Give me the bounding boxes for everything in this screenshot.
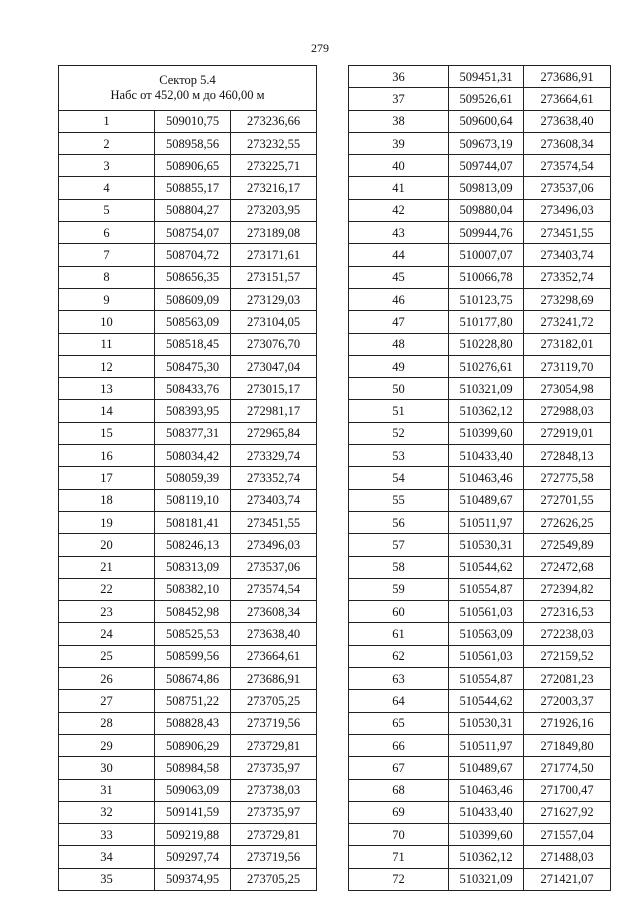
y-coordinate-cell: 272981,17 [231, 400, 317, 422]
table-row [59, 266, 317, 288]
y-coordinate-cell: 272159,52 [524, 645, 611, 667]
x-coordinate-cell: 508377,31 [155, 422, 231, 444]
table-row [59, 668, 317, 690]
table-row [59, 534, 317, 556]
table-row [349, 66, 611, 88]
y-coordinate-cell: 273076,70 [231, 333, 317, 355]
table-row [59, 132, 317, 154]
table-row [59, 645, 317, 667]
table-row [349, 378, 611, 400]
x-coordinate-cell: 509744,07 [449, 155, 524, 177]
x-coordinate-cell: 510321,09 [449, 868, 524, 890]
point-number-cell: 13 [59, 378, 155, 400]
table-row [59, 222, 317, 244]
y-coordinate-cell: 273735,97 [231, 757, 317, 779]
y-coordinate-cell: 273151,57 [231, 266, 317, 288]
x-coordinate-cell: 508906,29 [155, 734, 231, 756]
point-number-cell: 14 [59, 400, 155, 422]
x-coordinate-cell: 510321,09 [449, 378, 524, 400]
point-number-cell: 44 [349, 244, 449, 266]
point-number-cell: 51 [349, 400, 449, 422]
y-coordinate-cell: 273352,74 [524, 266, 611, 288]
point-number-cell: 52 [349, 422, 449, 444]
y-coordinate-cell: 272003,37 [524, 690, 611, 712]
y-coordinate-cell: 272701,55 [524, 489, 611, 511]
y-coordinate-cell: 273119,70 [524, 355, 611, 377]
y-coordinate-cell: 272081,23 [524, 668, 611, 690]
y-coordinate-cell: 273638,40 [524, 110, 611, 132]
y-coordinate-cell: 272965,84 [231, 422, 317, 444]
x-coordinate-cell: 510362,12 [449, 400, 524, 422]
point-number-cell: 1 [59, 110, 155, 132]
point-number-cell: 43 [349, 222, 449, 244]
y-coordinate-cell: 272549,89 [524, 534, 611, 556]
table-row [349, 445, 611, 467]
x-coordinate-cell: 508034,42 [155, 445, 231, 467]
y-coordinate-cell: 273203,95 [231, 199, 317, 221]
point-number-cell: 41 [349, 177, 449, 199]
point-number-cell: 15 [59, 422, 155, 444]
y-coordinate-cell: 271627,92 [524, 801, 611, 823]
y-coordinate-cell: 271849,80 [524, 734, 611, 756]
y-coordinate-cell: 273638,40 [231, 623, 317, 645]
x-coordinate-cell: 510489,67 [449, 757, 524, 779]
x-coordinate-cell: 509944,76 [449, 222, 524, 244]
x-coordinate-cell: 508119,10 [155, 489, 231, 511]
y-coordinate-cell: 273054,98 [524, 378, 611, 400]
x-coordinate-cell: 510554,87 [449, 578, 524, 600]
y-coordinate-cell: 273015,17 [231, 378, 317, 400]
x-coordinate-cell: 510554,87 [449, 668, 524, 690]
x-coordinate-cell: 509141,59 [155, 801, 231, 823]
y-coordinate-cell: 272775,58 [524, 467, 611, 489]
table-row [59, 378, 317, 400]
table-row [59, 244, 317, 266]
y-coordinate-cell: 273216,17 [231, 177, 317, 199]
table-row [349, 712, 611, 734]
y-coordinate-cell: 273496,03 [231, 534, 317, 556]
table-row [349, 177, 611, 199]
table-row [349, 222, 611, 244]
table-row [59, 511, 317, 533]
y-coordinate-cell: 273403,74 [524, 244, 611, 266]
point-number-cell: 37 [349, 88, 449, 110]
point-number-cell: 11 [59, 333, 155, 355]
y-coordinate-cell: 273047,04 [231, 355, 317, 377]
y-coordinate-cell: 273608,34 [231, 601, 317, 623]
table-row [59, 578, 317, 600]
table-row [59, 467, 317, 489]
x-coordinate-cell: 509063,09 [155, 779, 231, 801]
x-coordinate-cell: 510433,40 [449, 445, 524, 467]
y-coordinate-cell: 273104,05 [231, 311, 317, 333]
table-row [349, 779, 611, 801]
table-row [349, 400, 611, 422]
table-row [59, 155, 317, 177]
table-body-right [349, 66, 611, 891]
table-row [59, 489, 317, 511]
point-number-cell: 36 [349, 66, 449, 88]
x-coordinate-cell: 509297,74 [155, 846, 231, 868]
table-row [349, 734, 611, 756]
table-row [59, 757, 317, 779]
table-row [59, 177, 317, 199]
point-number-cell: 28 [59, 712, 155, 734]
x-coordinate-cell: 508313,09 [155, 556, 231, 578]
y-coordinate-cell: 273496,03 [524, 199, 611, 221]
x-coordinate-cell: 509374,95 [155, 868, 231, 890]
x-coordinate-cell: 508656,35 [155, 266, 231, 288]
point-number-cell: 2 [59, 132, 155, 154]
point-number-cell: 32 [59, 801, 155, 823]
point-number-cell: 29 [59, 734, 155, 756]
point-number-cell: 54 [349, 467, 449, 489]
point-number-cell: 27 [59, 690, 155, 712]
table-row [349, 311, 611, 333]
y-coordinate-cell: 273182,01 [524, 333, 611, 355]
point-number-cell: 6 [59, 222, 155, 244]
point-number-cell: 23 [59, 601, 155, 623]
table-row [349, 132, 611, 154]
point-number-cell: 8 [59, 266, 155, 288]
y-coordinate-cell: 273705,25 [231, 690, 317, 712]
y-coordinate-cell: 273664,61 [524, 88, 611, 110]
table-row [59, 868, 317, 890]
table-row [59, 623, 317, 645]
table-row [349, 511, 611, 533]
page-number: 279 [311, 41, 329, 55]
point-number-cell: 64 [349, 690, 449, 712]
point-number-cell: 57 [349, 534, 449, 556]
x-coordinate-cell: 508751,22 [155, 690, 231, 712]
point-number-cell: 42 [349, 199, 449, 221]
y-coordinate-cell: 272238,03 [524, 623, 611, 645]
point-number-cell: 19 [59, 511, 155, 533]
table-row [59, 400, 317, 422]
x-coordinate-cell: 510561,03 [449, 645, 524, 667]
point-number-cell: 39 [349, 132, 449, 154]
y-coordinate-cell: 271926,16 [524, 712, 611, 734]
table-row [349, 534, 611, 556]
point-number-cell: 48 [349, 333, 449, 355]
point-number-cell: 18 [59, 489, 155, 511]
table-row [59, 779, 317, 801]
point-number-cell: 69 [349, 801, 449, 823]
table-row [349, 467, 611, 489]
x-coordinate-cell: 510511,97 [449, 734, 524, 756]
x-coordinate-cell: 508855,17 [155, 177, 231, 199]
x-coordinate-cell: 510177,80 [449, 311, 524, 333]
point-number-cell: 3 [59, 155, 155, 177]
y-coordinate-cell: 273719,56 [231, 846, 317, 868]
x-coordinate-cell: 510276,61 [449, 355, 524, 377]
point-number-cell: 63 [349, 668, 449, 690]
x-coordinate-cell: 510530,31 [449, 712, 524, 734]
point-number-cell: 59 [349, 578, 449, 600]
x-coordinate-cell: 510399,60 [449, 422, 524, 444]
table-row [59, 846, 317, 868]
sector-header [59, 66, 317, 111]
y-coordinate-cell: 273232,55 [231, 132, 317, 154]
x-coordinate-cell: 508181,41 [155, 511, 231, 533]
table-row [349, 868, 611, 890]
table-row [349, 244, 611, 266]
x-coordinate-cell: 510463,46 [449, 779, 524, 801]
point-number-cell: 21 [59, 556, 155, 578]
y-coordinate-cell: 273738,03 [231, 779, 317, 801]
table-row [349, 110, 611, 132]
y-coordinate-cell: 273686,91 [231, 668, 317, 690]
x-coordinate-cell: 510066,78 [449, 266, 524, 288]
table-row [349, 422, 611, 444]
x-coordinate-cell: 510511,97 [449, 511, 524, 533]
table-row [59, 824, 317, 846]
y-coordinate-cell: 273329,74 [231, 445, 317, 467]
x-coordinate-cell: 508393,95 [155, 400, 231, 422]
point-number-cell: 47 [349, 311, 449, 333]
point-number-cell: 24 [59, 623, 155, 645]
x-coordinate-cell: 509451,31 [449, 66, 524, 88]
x-coordinate-cell: 509600,64 [449, 110, 524, 132]
y-coordinate-cell: 271488,03 [524, 846, 611, 868]
y-coordinate-cell: 273686,91 [524, 66, 611, 88]
x-coordinate-cell: 509010,75 [155, 110, 231, 132]
table-row [349, 556, 611, 578]
point-number-cell: 67 [349, 757, 449, 779]
y-coordinate-cell: 273451,55 [524, 222, 611, 244]
x-coordinate-cell: 510563,09 [449, 623, 524, 645]
table-row [59, 734, 317, 756]
table-row [59, 445, 317, 467]
point-number-cell: 60 [349, 601, 449, 623]
point-number-cell: 40 [349, 155, 449, 177]
table-row [349, 333, 611, 355]
y-coordinate-cell: 273241,72 [524, 311, 611, 333]
x-coordinate-cell: 510544,62 [449, 556, 524, 578]
point-number-cell: 20 [59, 534, 155, 556]
x-coordinate-cell: 508804,27 [155, 199, 231, 221]
table-body-left [59, 110, 317, 890]
x-coordinate-cell: 510561,03 [449, 601, 524, 623]
y-coordinate-cell: 272988,03 [524, 400, 611, 422]
y-coordinate-cell: 273298,69 [524, 288, 611, 310]
x-coordinate-cell: 510489,67 [449, 489, 524, 511]
point-number-cell: 68 [349, 779, 449, 801]
point-number-cell: 56 [349, 511, 449, 533]
point-number-cell: 12 [59, 355, 155, 377]
point-number-cell: 7 [59, 244, 155, 266]
y-coordinate-cell: 273451,55 [231, 511, 317, 533]
y-coordinate-cell: 273729,81 [231, 734, 317, 756]
table-row [349, 846, 611, 868]
x-coordinate-cell: 508382,10 [155, 578, 231, 600]
y-coordinate-cell: 272919,01 [524, 422, 611, 444]
x-coordinate-cell: 509219,88 [155, 824, 231, 846]
point-number-cell: 50 [349, 378, 449, 400]
sector-title: Сектор 5.4 [159, 72, 216, 87]
y-coordinate-cell: 271774,50 [524, 757, 611, 779]
point-number-cell: 61 [349, 623, 449, 645]
table-row [349, 266, 611, 288]
x-coordinate-cell: 508984,58 [155, 757, 231, 779]
table-row [59, 601, 317, 623]
point-number-cell: 66 [349, 734, 449, 756]
x-coordinate-cell: 508906,65 [155, 155, 231, 177]
table-row [59, 801, 317, 823]
table-row [59, 422, 317, 444]
sector-elevation-range: Набс от 452,00 м до 460,00 м [110, 87, 265, 102]
x-coordinate-cell: 508828,43 [155, 712, 231, 734]
x-coordinate-cell: 508059,39 [155, 467, 231, 489]
table-row [59, 690, 317, 712]
x-coordinate-cell: 508518,45 [155, 333, 231, 355]
y-coordinate-cell: 272316,53 [524, 601, 611, 623]
table-row [349, 824, 611, 846]
y-coordinate-cell: 273719,56 [231, 712, 317, 734]
point-number-cell: 10 [59, 311, 155, 333]
x-coordinate-cell: 509813,09 [449, 177, 524, 199]
point-number-cell: 33 [59, 824, 155, 846]
y-coordinate-cell: 273574,54 [231, 578, 317, 600]
point-number-cell: 16 [59, 445, 155, 467]
point-number-cell: 25 [59, 645, 155, 667]
point-number-cell: 38 [349, 110, 449, 132]
table-row [59, 288, 317, 310]
x-coordinate-cell: 508609,09 [155, 288, 231, 310]
table-row [349, 355, 611, 377]
point-number-cell: 34 [59, 846, 155, 868]
table-row [59, 556, 317, 578]
table-row [349, 690, 611, 712]
point-number-cell: 22 [59, 578, 155, 600]
point-number-cell: 17 [59, 467, 155, 489]
y-coordinate-cell: 272848,13 [524, 445, 611, 467]
y-coordinate-cell: 273225,71 [231, 155, 317, 177]
y-coordinate-cell: 273171,61 [231, 244, 317, 266]
table-row [349, 601, 611, 623]
x-coordinate-cell: 508704,72 [155, 244, 231, 266]
point-number-cell: 58 [349, 556, 449, 578]
x-coordinate-cell: 510544,62 [449, 690, 524, 712]
table-row [59, 199, 317, 221]
x-coordinate-cell: 510123,75 [449, 288, 524, 310]
y-coordinate-cell: 271700,47 [524, 779, 611, 801]
y-coordinate-cell: 271421,07 [524, 868, 611, 890]
y-coordinate-cell: 273664,61 [231, 645, 317, 667]
point-number-cell: 71 [349, 846, 449, 868]
point-number-cell: 70 [349, 824, 449, 846]
point-number-cell: 62 [349, 645, 449, 667]
point-number-cell: 46 [349, 288, 449, 310]
x-coordinate-cell: 510399,60 [449, 824, 524, 846]
y-coordinate-cell: 273537,06 [524, 177, 611, 199]
x-coordinate-cell: 508452,98 [155, 601, 231, 623]
x-coordinate-cell: 508563,09 [155, 311, 231, 333]
x-coordinate-cell: 510530,31 [449, 534, 524, 556]
y-coordinate-cell: 273574,54 [524, 155, 611, 177]
y-coordinate-cell: 272626,25 [524, 511, 611, 533]
table-row [349, 288, 611, 310]
table-row [349, 801, 611, 823]
x-coordinate-cell: 510463,46 [449, 467, 524, 489]
x-coordinate-cell: 509880,04 [449, 199, 524, 221]
table-row [349, 199, 611, 221]
y-coordinate-cell: 272472,68 [524, 556, 611, 578]
table-row [349, 645, 611, 667]
table-row [349, 578, 611, 600]
y-coordinate-cell: 273729,81 [231, 824, 317, 846]
y-coordinate-cell: 273537,06 [231, 556, 317, 578]
x-coordinate-cell: 508958,56 [155, 132, 231, 154]
table-row [349, 668, 611, 690]
x-coordinate-cell: 508674,86 [155, 668, 231, 690]
coordinates-table-right [348, 65, 611, 891]
x-coordinate-cell: 510433,40 [449, 801, 524, 823]
y-coordinate-cell: 273705,25 [231, 868, 317, 890]
y-coordinate-cell: 273735,97 [231, 801, 317, 823]
table-row [349, 489, 611, 511]
coordinates-table-left [58, 65, 317, 891]
point-number-cell: 55 [349, 489, 449, 511]
point-number-cell: 30 [59, 757, 155, 779]
table-row [59, 712, 317, 734]
y-coordinate-cell: 273352,74 [231, 467, 317, 489]
x-coordinate-cell: 508525,53 [155, 623, 231, 645]
point-number-cell: 72 [349, 868, 449, 890]
point-number-cell: 35 [59, 868, 155, 890]
x-coordinate-cell: 509673,19 [449, 132, 524, 154]
y-coordinate-cell: 273236,66 [231, 110, 317, 132]
x-coordinate-cell: 508475,30 [155, 355, 231, 377]
x-coordinate-cell: 510007,07 [449, 244, 524, 266]
y-coordinate-cell: 273129,03 [231, 288, 317, 310]
x-coordinate-cell: 508754,07 [155, 222, 231, 244]
x-coordinate-cell: 510362,12 [449, 846, 524, 868]
y-coordinate-cell: 273189,08 [231, 222, 317, 244]
point-number-cell: 5 [59, 199, 155, 221]
table-row [59, 110, 317, 132]
point-number-cell: 26 [59, 668, 155, 690]
point-number-cell: 4 [59, 177, 155, 199]
point-number-cell: 31 [59, 779, 155, 801]
x-coordinate-cell: 508433,76 [155, 378, 231, 400]
x-coordinate-cell: 509526,61 [449, 88, 524, 110]
y-coordinate-cell: 273608,34 [524, 132, 611, 154]
table-row [349, 623, 611, 645]
table-row [349, 155, 611, 177]
x-coordinate-cell: 508246,13 [155, 534, 231, 556]
point-number-cell: 53 [349, 445, 449, 467]
x-coordinate-cell: 510228,80 [449, 333, 524, 355]
point-number-cell: 9 [59, 288, 155, 310]
table-row [59, 311, 317, 333]
x-coordinate-cell: 508599,56 [155, 645, 231, 667]
point-number-cell: 65 [349, 712, 449, 734]
table-row [59, 355, 317, 377]
point-number-cell: 45 [349, 266, 449, 288]
sector-header-row [59, 66, 317, 111]
y-coordinate-cell: 272394,82 [524, 578, 611, 600]
y-coordinate-cell: 271557,04 [524, 824, 611, 846]
y-coordinate-cell: 273403,74 [231, 489, 317, 511]
table-row [349, 757, 611, 779]
table-row [59, 333, 317, 355]
table-row [349, 88, 611, 110]
point-number-cell: 49 [349, 355, 449, 377]
